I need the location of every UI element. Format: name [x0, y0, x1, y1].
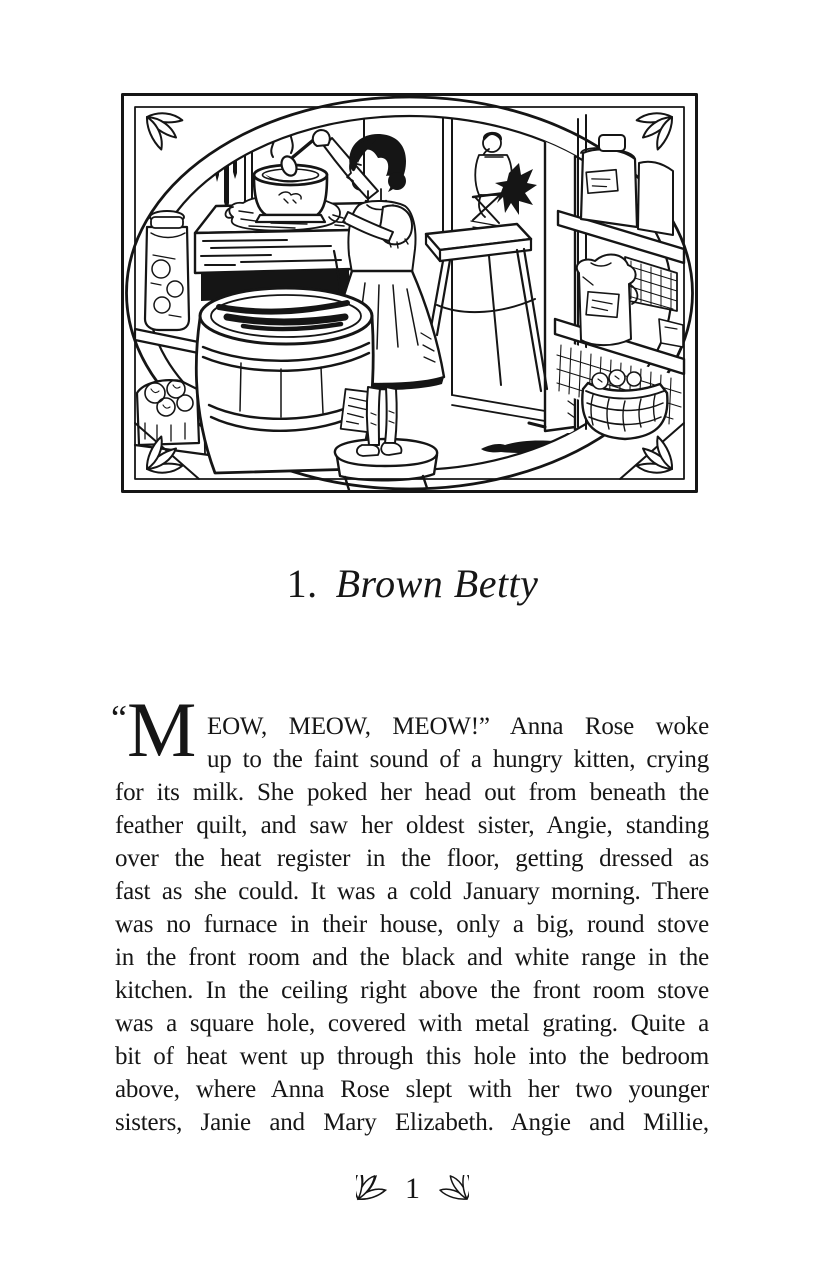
chapter-number: 1.	[286, 561, 318, 606]
text-line: was no furnace in their house, only a big, round stove	[115, 911, 709, 938]
text-line: up to the faint sound of a hungry kitten, crying	[207, 746, 709, 773]
leaf-ornament-left-icon	[356, 1175, 388, 1203]
text-line: fast as she could. It was a cold January morning. There	[115, 878, 709, 905]
chapter-title	[0, 560, 825, 608]
text-line: bit of heat went up through this hole into the bedroom	[115, 1043, 709, 1070]
text-line: for its milk. She poked her head out from beneath the	[115, 779, 709, 806]
page-number: 1	[405, 1172, 420, 1205]
text-line: was a square hole, covered with metal grating. Quite a	[115, 1010, 709, 1037]
text-line: EOW, MEOW, MEOW!” Anna Rose woke	[207, 713, 709, 740]
drop-cap-quote: “	[111, 698, 127, 738]
text-line: in the front room and the black and white range in the	[115, 944, 709, 971]
chapter-name: Brown Betty	[335, 561, 539, 606]
leaf-ornament-right-icon	[437, 1175, 469, 1203]
drop-cap	[111, 686, 207, 773]
text-line: kitchen. In the ceiling right above the front room stove	[115, 977, 709, 1004]
text-line: above, where Anna Rose slept with her two younger	[115, 1076, 709, 1103]
body-paragraph	[111, 686, 709, 1139]
text-line: over the heat register in the floor, getting dressed as	[115, 845, 709, 872]
text-line: feather quilt, and saw her oldest sister, Angie, standing	[115, 812, 709, 839]
chapter-illustration	[121, 93, 698, 493]
drop-cap-letter: M	[127, 686, 195, 773]
text-line: sisters, Janie and Mary Elizabeth. Angie and Millie,	[115, 1109, 709, 1136]
page-footer	[0, 1171, 825, 1207]
